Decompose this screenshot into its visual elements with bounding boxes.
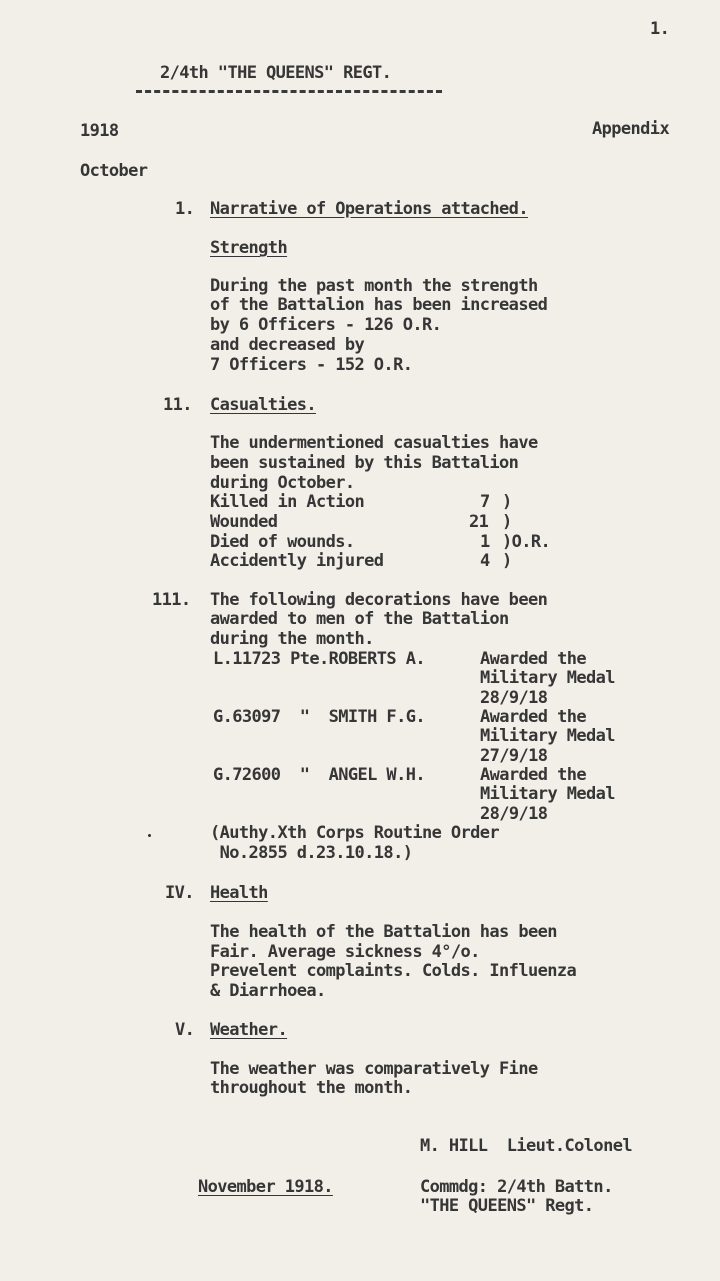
casualties-intro: during October.	[210, 473, 355, 493]
award-soldier: G.63097 " SMITH F.G.	[213, 707, 425, 727]
award-date: 27/9/18	[480, 746, 548, 766]
signature-date: November 1918.	[198, 1177, 333, 1197]
section4-number: IV.	[165, 883, 194, 903]
section1-title: Narrative of Operations attached.	[210, 199, 528, 219]
appendix-label: Appendix	[592, 119, 670, 139]
award-text: Military Medal	[480, 784, 615, 804]
casualty-value: 21	[469, 512, 489, 532]
signature-unit: "THE QUEENS" Regt.	[420, 1196, 594, 1216]
signature-name: M. HILL Lieut.Colonel	[420, 1136, 632, 1156]
health-line: Prevelent complaints. Colds. Influenza	[210, 961, 577, 981]
casualty-value: 4	[480, 551, 490, 571]
decorations-intro: during the month.	[210, 629, 374, 649]
casualties-intro: The undermentioned casualties have	[210, 433, 538, 453]
signature-unit: Commdg: 2/4th Battn.	[420, 1177, 613, 1197]
decorations-intro: awarded to men of the Battalion	[210, 609, 509, 629]
section5-title: Weather.	[210, 1020, 288, 1040]
casualty-brace: )	[502, 512, 512, 532]
award-date: 28/9/18	[480, 804, 548, 824]
health-line: & Diarrhoea.	[210, 981, 326, 1001]
ink-dot	[148, 834, 151, 837]
section3-number: 111.	[152, 590, 191, 610]
strength-line: During the past month the strength	[210, 276, 538, 296]
award-text: Awarded the	[480, 707, 586, 727]
strength-line: and decreased by	[210, 335, 365, 355]
casualty-brace: )	[502, 551, 512, 571]
section2-number: 11.	[163, 395, 192, 415]
health-line: The health of the Battalion has been	[210, 922, 557, 942]
year: 1918	[80, 121, 119, 141]
award-date: 28/9/18	[480, 688, 548, 708]
health-line: Fair. Average sickness 4°/o.	[210, 942, 480, 962]
award-soldier: G.72600 " ANGEL W.H.	[213, 765, 425, 785]
casualty-value: 1	[480, 532, 490, 552]
strength-line: by 6 Officers - 126 O.R.	[210, 315, 442, 335]
section4-title: Health	[210, 883, 268, 903]
title-underline	[136, 90, 442, 93]
section5-number: V.	[175, 1020, 195, 1040]
casualties-intro: been sustained by this Battalion	[210, 453, 519, 473]
award-text: Awarded the	[480, 649, 586, 669]
award-text: Awarded the	[480, 765, 586, 785]
strength-line: 7 Officers - 152 O.R.	[210, 355, 413, 375]
casualty-label: Wounded	[210, 512, 278, 532]
casualty-value: 7	[480, 492, 490, 512]
award-text: Military Medal	[480, 668, 615, 688]
strength-line: of the Battalion has been increased	[210, 295, 548, 315]
page-number: 1.	[650, 19, 670, 39]
casualty-label: Died of wounds.	[210, 532, 355, 552]
document-title: 2/4th "THE QUEENS" REGT.	[160, 63, 392, 83]
award-soldier: L.11723 Pte.ROBERTS A.	[213, 649, 425, 669]
month: October	[80, 161, 148, 181]
weather-line: throughout the month.	[210, 1078, 413, 1098]
casualty-label: Killed in Action	[210, 492, 365, 512]
authority-note: (Authy.Xth Corps Routine Order	[210, 823, 500, 843]
award-text: Military Medal	[480, 726, 615, 746]
section2-title: Casualties.	[210, 395, 316, 415]
strength-title: Strength	[210, 238, 288, 258]
weather-line: The weather was comparatively Fine	[210, 1059, 538, 1079]
casualty-label: Accidently injured	[210, 551, 384, 571]
casualty-brace: )	[502, 492, 512, 512]
decorations-intro: The following decorations have been	[210, 590, 548, 610]
casualty-brace: )O.R.	[502, 532, 551, 552]
authority-note: No.2855 d.23.10.18.)	[210, 843, 413, 863]
section1-number: 1.	[175, 199, 195, 219]
